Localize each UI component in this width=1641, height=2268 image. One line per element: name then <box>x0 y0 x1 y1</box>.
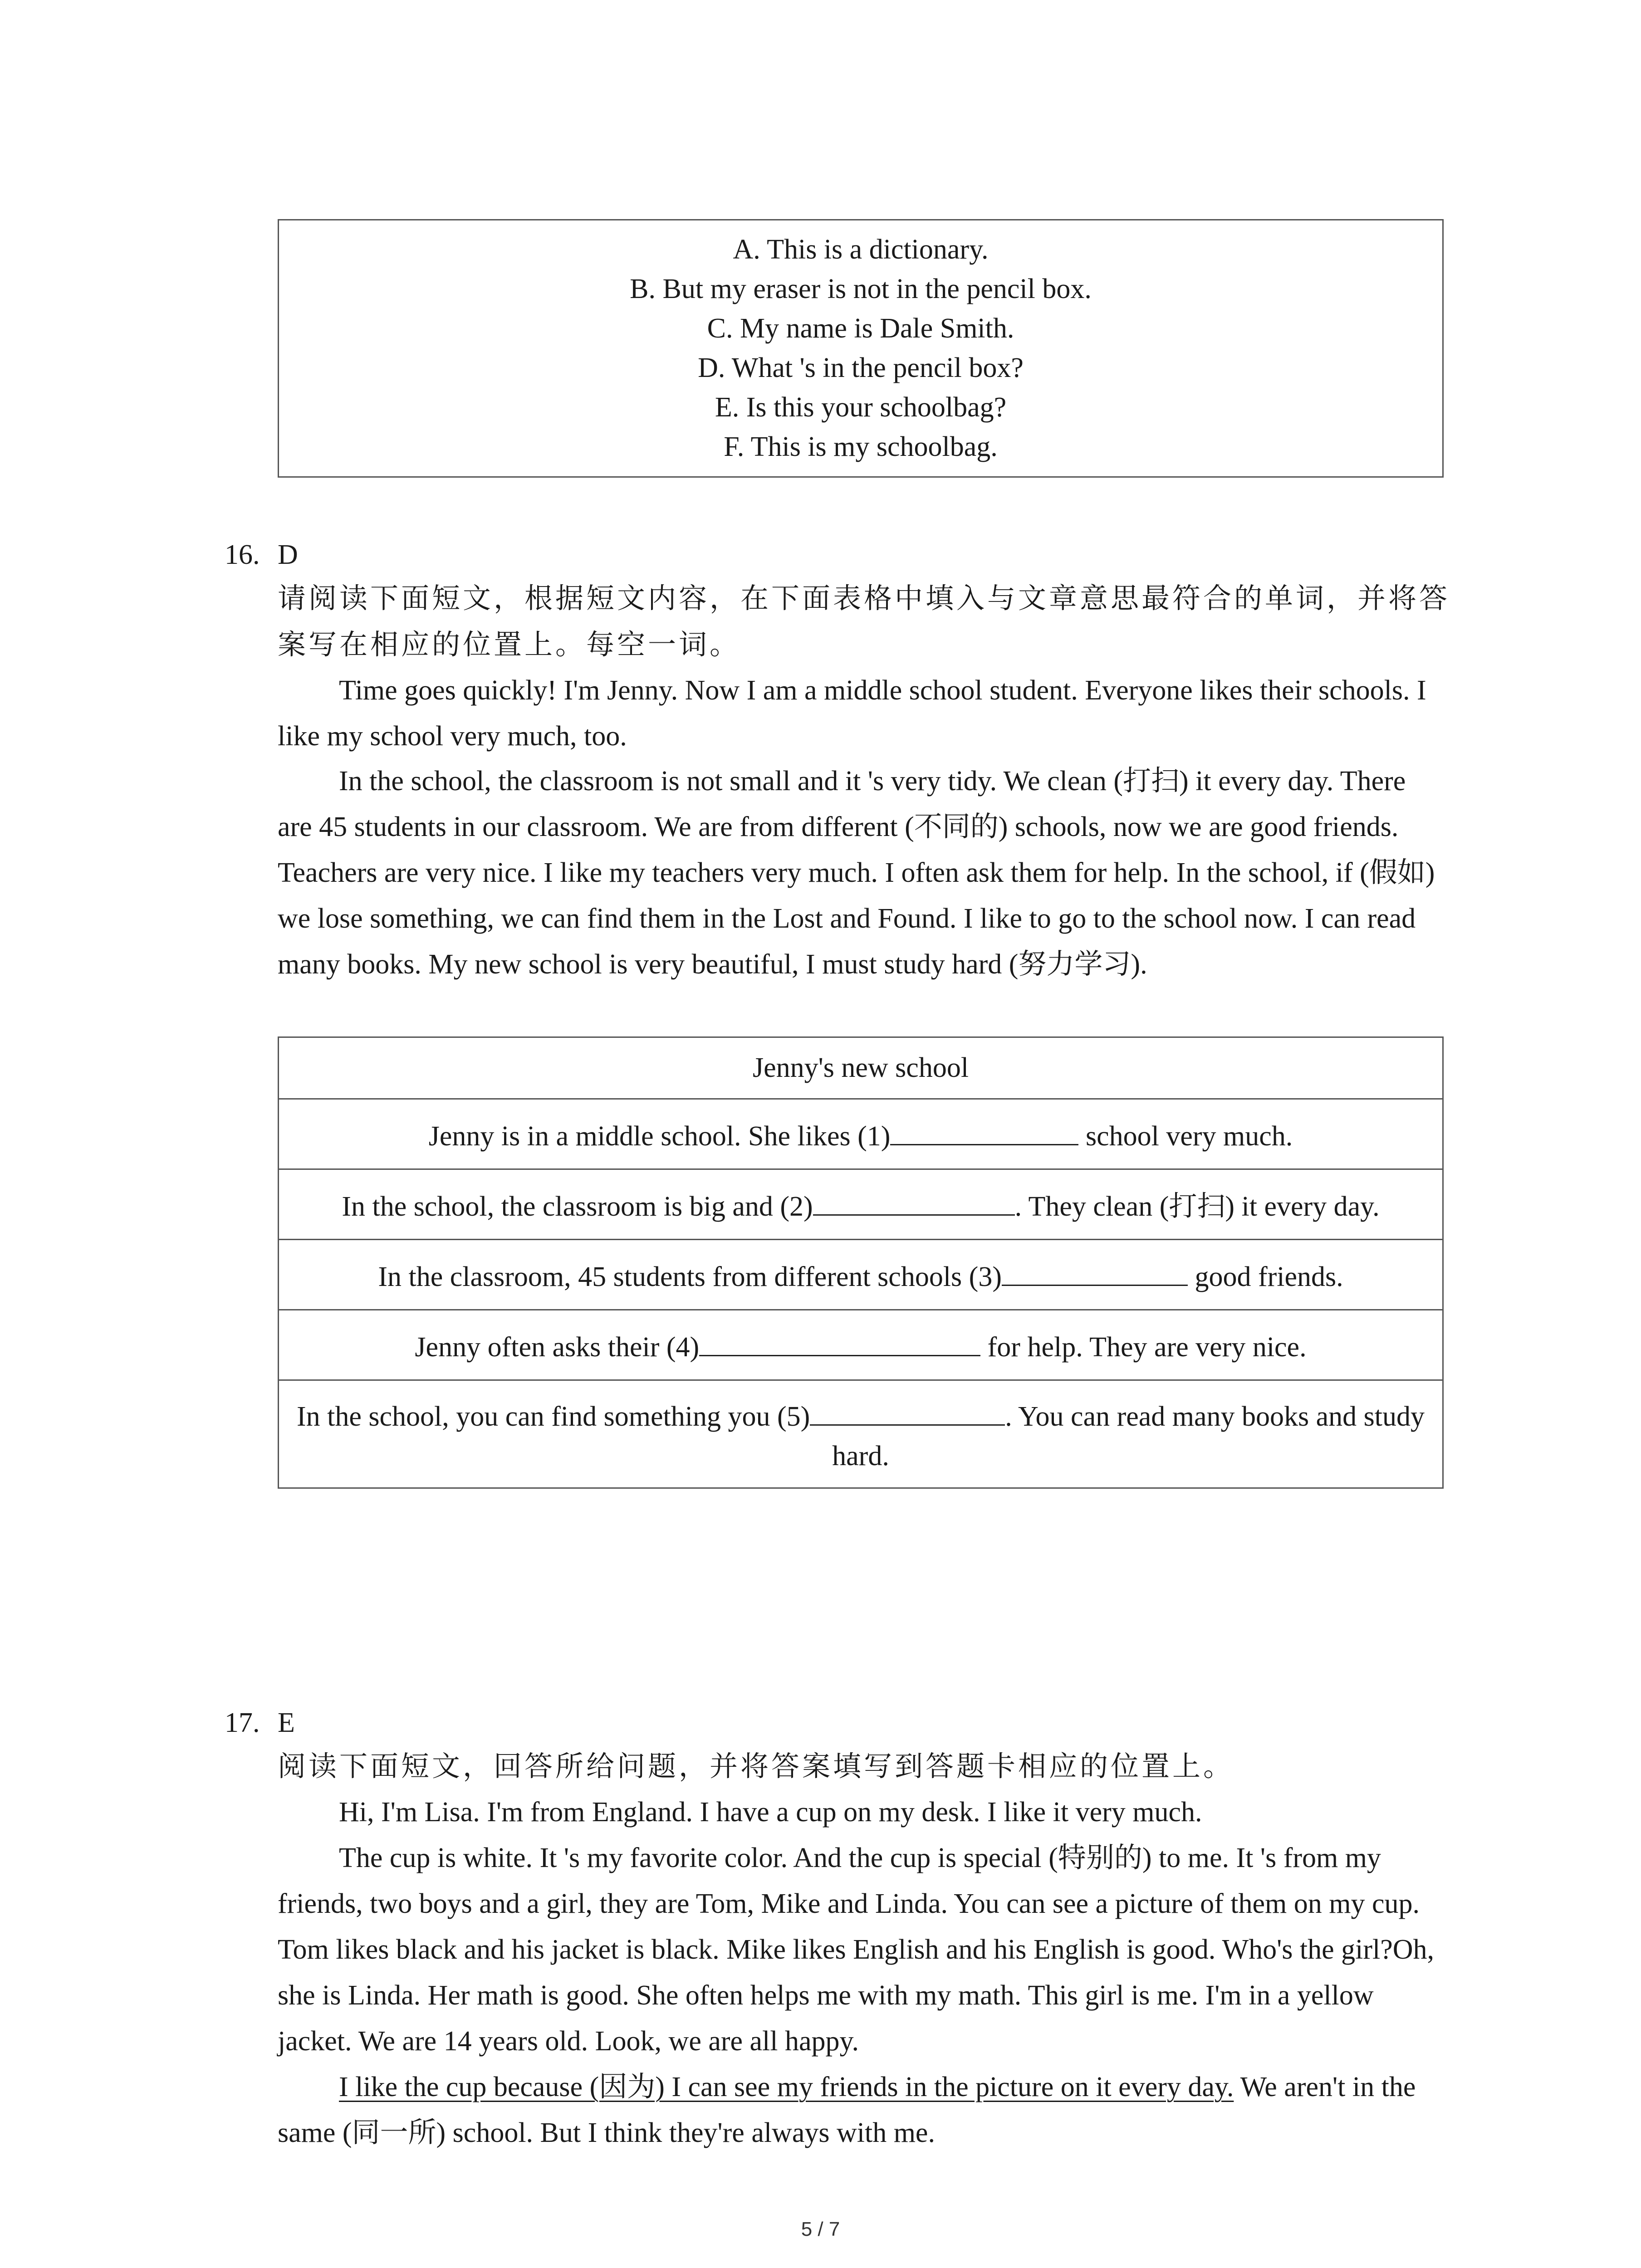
table-row <box>279 1037 1443 1099</box>
option-b: B. But my eraser is not in the pencil box. <box>630 274 1092 304</box>
option-c: C. My name is Dale Smith. <box>707 313 1014 344</box>
q17-paragraph-1: Hi, I'm Lisa. I'm from England. I have a cup on my desk. I like it very much. <box>339 1797 1202 1828</box>
q16-paragraph-2: In the school, the classroom is not small and it 's very tidy. We clean (打扫) it every day. There are 45 students in our classroom. We are from different (不同的) schools, now we are good friends. Teachers are very nice. I like my teachers very much. I often ask them for help. In the school, if (假如) we lose something, we can find them in the Lost and Found. I like to go to the school now. I can read many books. My new school is very beautiful, I must study hard (努力学习). <box>278 766 1435 980</box>
q17-paragraph-2: The cup is white. It 's my favorite color. And the cup is special (特别的) to me. It 's from my friends, two boys and a girl, they are Tom, Mike and Linda. You can see a picture of them on my cup. Tom likes black and his jacket is black. Mike likes English and his English is good. Who's the girl?Oh, she is Linda. Her math is good. She often helps me with my math. This girl is me. I'm in a yellow jacket. We are 14 years old. Look, we are all happy. <box>278 1843 1435 2057</box>
options-box <box>278 219 1444 478</box>
blank-1[interactable] <box>890 1112 1078 1145</box>
question-17-instruction: 阅读下面短文，回答所给问题，并将答案填写到答题卡相应的位置上。 <box>278 1750 1234 1783</box>
table-row <box>279 1169 1443 1240</box>
table-row <box>279 1380 1443 1488</box>
table-row <box>279 1099 1443 1169</box>
question-16-letter: D <box>278 539 298 570</box>
blank-4[interactable] <box>699 1323 980 1356</box>
blank-2[interactable] <box>813 1183 1015 1216</box>
jenny-school-table <box>278 1036 1444 1489</box>
blank-5[interactable] <box>810 1393 1005 1426</box>
table-title: Jenny's new school <box>279 1037 1443 1099</box>
table-cell-2: In the school, the classroom is big and (2) . They clean (打扫) it every day. <box>279 1169 1443 1240</box>
table-row <box>279 1240 1443 1310</box>
blank-3[interactable] <box>1002 1253 1188 1286</box>
option-f: F. This is my schoolbag. <box>724 431 998 462</box>
option-a: A. This is a dictionary. <box>733 234 989 265</box>
option-d: D. What 's in the pencil box? <box>698 352 1024 383</box>
q16-paragraph-1: Time goes quickly! I'm Jenny. Now I am a middle school student. Everyone likes their schools. I like my school very much, too. <box>278 675 1426 752</box>
q17-paragraph-3: I like the cup because (因为) I can see my friends in the picture on it every day. We aren't in the same (同一所) school. But I think they're always with me. <box>278 2072 1416 2148</box>
table-cell-3: In the classroom, 45 students from different schools (3) good friends. <box>279 1240 1443 1310</box>
question-17-letter: E <box>278 1707 295 1738</box>
question-16-instruction-line1: 请阅读下面短文，根据短文内容，在下面表格中填入与文章意思最符合的单词，并将答 <box>278 582 1450 615</box>
underlined-sentence: I like the cup because (因为) I can see my friends in the picture on it every day. <box>339 2072 1234 2102</box>
question-17-number: 17. <box>225 1707 260 1738</box>
page-number: 5 / 7 <box>801 2218 840 2240</box>
table-cell-5: In the school, you can find something you (5) . You can read many books and study hard. <box>279 1380 1443 1488</box>
table-cell-4: Jenny often asks their (4) for help. They are very nice. <box>279 1310 1443 1380</box>
option-e: E. Is this your schoolbag? <box>715 392 1007 423</box>
table-row <box>279 1310 1443 1380</box>
question-16-number: 16. <box>225 539 260 570</box>
question-16-instruction-line2: 案写在相应的位置上。每空一词。 <box>278 628 741 661</box>
table-cell-1: Jenny is in a middle school. She likes (1) school very much. <box>279 1099 1443 1169</box>
